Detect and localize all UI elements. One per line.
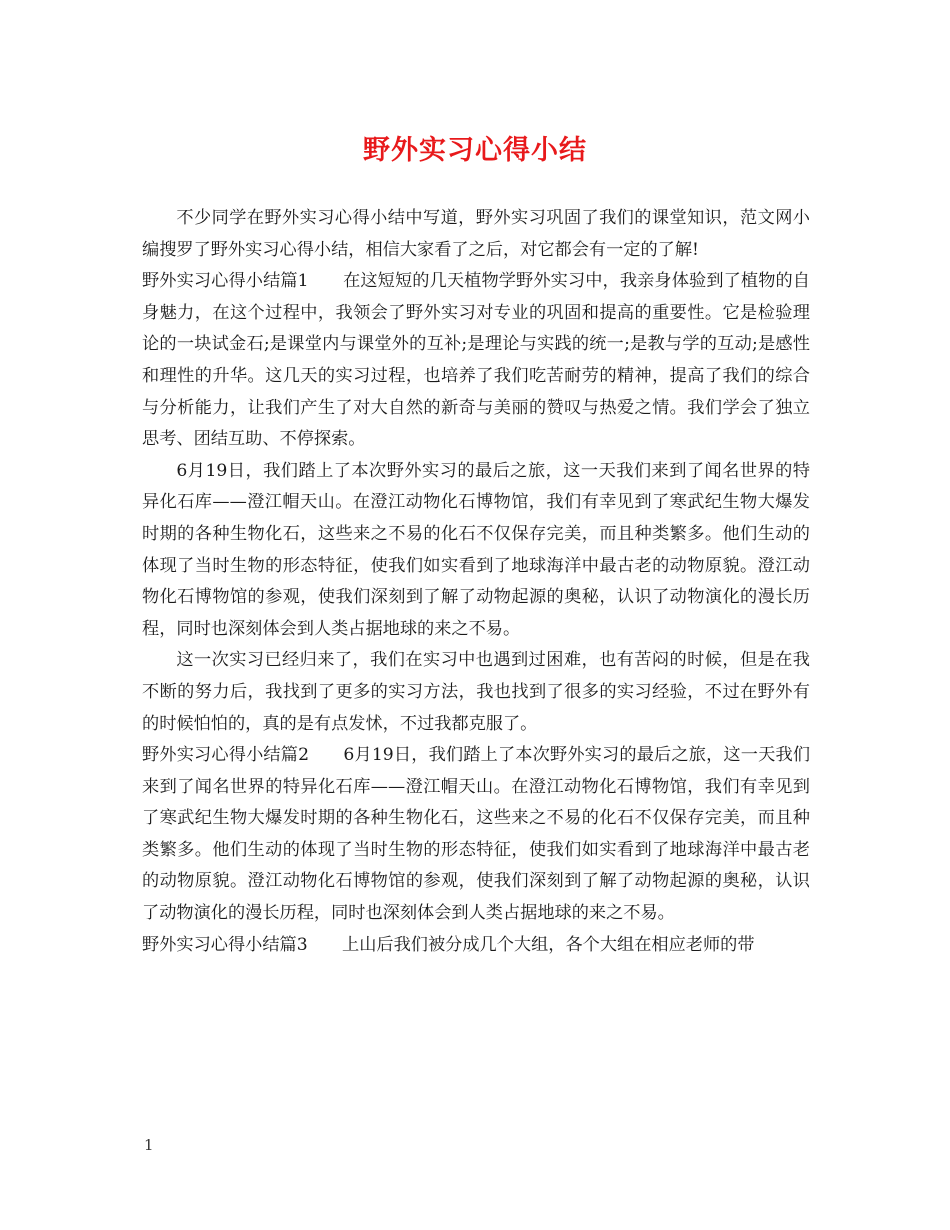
section-heading: 野外实习心得小结篇1 bbox=[142, 271, 309, 292]
paragraph-june-19 bbox=[142, 456, 810, 646]
paragraph-return bbox=[142, 645, 810, 740]
section-3 bbox=[142, 930, 810, 962]
section-2 bbox=[142, 740, 810, 930]
section-1 bbox=[142, 266, 810, 456]
paragraph-intro bbox=[142, 203, 810, 266]
section-text: 6月19日，我们踏上了本次野外实习的最后之旅，这一天我们来到了闻名世界的特异化石库——澄江帽天山。在澄江动物化石博物馆，我们有幸见到了寒武纪生物大爆发时期的各种生物化石，这些来之不易的化石不仅保存完美，而且种类繁多。他们生动的体现了当时生物的形态特征，使我们如实看到了地球海洋中最古老的动物原貌。澄江动物化石博物馆的参观，使我们深刻到了解了动物起源的奥秘，认识了动物演化的漫长历程，同时也深刻体会到人类占据地球的来之不易。 bbox=[142, 745, 811, 924]
paragraph-text: 6月19日，我们踏上了本次野外实习的最后之旅，这一天我们来到了闻名世界的特异化石库——澄江帽天山。在澄江动物化石博物馆，我们有幸见到了寒武纪生物大爆发时期的各种生物化石，这些来之不易的化石不仅保存完美，而且种类繁多。他们生动的体现了当时生物的形态特征，使我们如实看到了地球海洋中最古老的动物原貌。澄江动物化石博物馆的参观，使我们深刻到了解了动物起源的奥秘，认识了动物演化的漫长历程，同时也深刻体会到人类占据地球的来之不易。 bbox=[142, 460, 810, 639]
section-text: 上山后我们被分成几个大组，各个大组在相应老师的带 bbox=[342, 934, 755, 955]
section-heading: 野外实习心得小结篇2 bbox=[142, 745, 310, 766]
section-heading: 野外实习心得小结篇3 bbox=[142, 934, 308, 955]
section-text: 在这短短的几天植物学野外实习中，我亲身体验到了植物的自身魅力，在这个过程中，我领会了野外实习对专业的巩固和提高的重要性。它是检验理论的一块试金石;是课堂内与课堂外的互补;是理论与实践的统一;是教与学的互动;是感性和理性的升华。这几天的实习过程，也培养了我们吃苦耐劳的精神，提高了我们的综合与分析能力，让我们产生了对大自然的新奇与美丽的赞叹与热爱之情。我们学会了独立思考、团结互助、不停探索。 bbox=[142, 271, 810, 450]
paragraph-text: 这一次实习已经归来了，我们在实习中也遇到过困难，也有苦闷的时候，但是在我不断的努力后，我找到了更多的实习方法，我也找到了很多的实习经验，不过在野外有的时候怕怕的，真的是有点发怵，不过我都克服了。 bbox=[142, 650, 810, 734]
page-title: 野外实习心得小结 bbox=[363, 135, 587, 166]
document-body bbox=[142, 203, 810, 961]
page-number: 1 bbox=[144, 1136, 154, 1154]
paragraph-text: 不少同学在野外实习心得小结中写道，野外实习巩固了我们的课堂知识，范文网小编搜罗了野外实习心得小结，相信大家看了之后，对它都会有一定的了解! bbox=[142, 208, 810, 260]
